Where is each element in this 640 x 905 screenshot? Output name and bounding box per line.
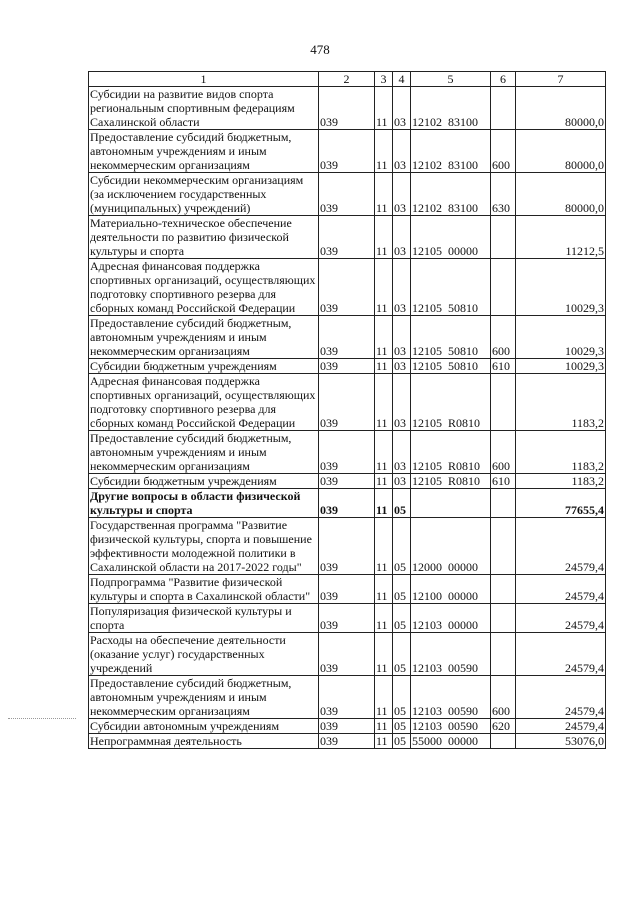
column-number: 1 bbox=[89, 72, 319, 87]
subsection-code-cell: 05 bbox=[393, 518, 411, 575]
ministry-code-cell: 039 bbox=[319, 489, 375, 518]
ministry-code-cell: 039 bbox=[319, 130, 375, 173]
section-code-cell: 11 bbox=[375, 87, 393, 130]
target-article-cell bbox=[411, 633, 491, 676]
expense-type-cell bbox=[491, 374, 516, 431]
program-code: 12105 bbox=[412, 301, 442, 315]
ministry-code-cell: 039 bbox=[319, 316, 375, 359]
row-name-cell: Субсидии автономным учреждениям bbox=[89, 719, 319, 734]
program-code: 12000 bbox=[412, 560, 442, 574]
section-code-cell: 11 bbox=[375, 489, 393, 518]
row-name-cell: Подпрограмма "Развитие физической культуры и спорта в Сахалинской области" bbox=[89, 575, 319, 604]
item-code: 83100 bbox=[448, 201, 478, 215]
amount-cell: 10029,3 bbox=[516, 316, 606, 359]
subsection-code-cell: 03 bbox=[393, 259, 411, 316]
program-code: 12105 bbox=[412, 474, 442, 488]
subsection-code-cell: 05 bbox=[393, 633, 411, 676]
section-code-cell: 11 bbox=[375, 216, 393, 259]
section-code-cell: 11 bbox=[375, 676, 393, 719]
program-code: 12103 bbox=[412, 661, 442, 675]
amount-cell: 11212,5 bbox=[516, 216, 606, 259]
table-row bbox=[89, 575, 606, 604]
row-name-cell: Популяризация физической культуры и спорта bbox=[89, 604, 319, 633]
table-row bbox=[89, 259, 606, 316]
expense-type-cell: 630 bbox=[491, 173, 516, 216]
item-code: 00590 bbox=[448, 719, 478, 733]
amount-cell: 10029,3 bbox=[516, 259, 606, 316]
subsection-code-cell: 05 bbox=[393, 575, 411, 604]
section-code-cell: 11 bbox=[375, 474, 393, 489]
subsection-code-cell: 03 bbox=[393, 216, 411, 259]
expense-type-cell: 610 bbox=[491, 474, 516, 489]
target-article-cell bbox=[411, 719, 491, 734]
program-code: 12105 bbox=[412, 344, 442, 358]
item-code: 00000 bbox=[448, 589, 478, 603]
program-code: 12102 bbox=[412, 158, 442, 172]
ministry-code-cell: 039 bbox=[319, 719, 375, 734]
table-row bbox=[89, 173, 606, 216]
target-article-cell bbox=[411, 87, 491, 130]
ministry-code-cell: 039 bbox=[319, 431, 375, 474]
subsection-code-cell: 05 bbox=[393, 489, 411, 518]
target-article-cell bbox=[411, 474, 491, 489]
row-name-cell: Субсидии бюджетным учреждениям bbox=[89, 474, 319, 489]
subsection-code-cell: 05 bbox=[393, 676, 411, 719]
expense-type-cell bbox=[491, 216, 516, 259]
amount-cell: 24579,4 bbox=[516, 575, 606, 604]
target-article-cell bbox=[411, 359, 491, 374]
item-code: 00000 bbox=[448, 618, 478, 632]
table-row bbox=[89, 604, 606, 633]
column-number-row bbox=[89, 72, 606, 87]
ministry-code-cell: 039 bbox=[319, 259, 375, 316]
section-code-cell: 11 bbox=[375, 604, 393, 633]
page-number: 478 bbox=[310, 42, 330, 57]
row-name-cell: Предоставление субсидий бюджетным, автономным учреждениям и иным некоммерческим организациям bbox=[89, 431, 319, 474]
expense-type-cell: 610 bbox=[491, 359, 516, 374]
row-name-cell: Другие вопросы в области физической культуры и спорта bbox=[89, 489, 319, 518]
amount-cell: 77655,4 bbox=[516, 489, 606, 518]
amount-cell: 24579,4 bbox=[516, 633, 606, 676]
expense-type-cell bbox=[491, 575, 516, 604]
program-code: 12105 bbox=[412, 359, 442, 373]
program-code: 12103 bbox=[412, 719, 442, 733]
amount-cell: 24579,4 bbox=[516, 604, 606, 633]
program-code: 12105 bbox=[412, 244, 442, 258]
table-body bbox=[89, 72, 606, 749]
column-number: 6 bbox=[491, 72, 516, 87]
ministry-code-cell: 039 bbox=[319, 173, 375, 216]
table-row bbox=[89, 734, 606, 749]
expense-type-cell bbox=[491, 489, 516, 518]
row-name-cell: Предоставление субсидий бюджетным, автономным учреждениям и иным некоммерческим организациям bbox=[89, 316, 319, 359]
amount-cell: 80000,0 bbox=[516, 87, 606, 130]
scan-smudge bbox=[8, 718, 76, 720]
table-row bbox=[89, 431, 606, 474]
item-code: R0810 bbox=[448, 459, 481, 473]
table-row bbox=[89, 489, 606, 518]
program-code: 12105 bbox=[412, 416, 442, 430]
target-article-cell bbox=[411, 216, 491, 259]
program-code: 12103 bbox=[412, 618, 442, 632]
subsection-code-cell: 03 bbox=[393, 431, 411, 474]
program-code: 12102 bbox=[412, 201, 442, 215]
ministry-code-cell: 039 bbox=[319, 575, 375, 604]
expense-type-cell bbox=[491, 734, 516, 749]
ministry-code-cell: 039 bbox=[319, 216, 375, 259]
row-name-cell: Субсидии бюджетным учреждениям bbox=[89, 359, 319, 374]
subsection-code-cell: 03 bbox=[393, 374, 411, 431]
expense-type-cell bbox=[491, 518, 516, 575]
table-row bbox=[89, 359, 606, 374]
target-article-cell bbox=[411, 259, 491, 316]
target-article-cell bbox=[411, 676, 491, 719]
section-code-cell: 11 bbox=[375, 518, 393, 575]
budget-table bbox=[88, 71, 606, 749]
item-code: 50810 bbox=[448, 301, 478, 315]
section-code-cell: 11 bbox=[375, 316, 393, 359]
item-code: 83100 bbox=[448, 158, 478, 172]
subsection-code-cell: 03 bbox=[393, 87, 411, 130]
subsection-code-cell: 05 bbox=[393, 604, 411, 633]
amount-cell: 24579,4 bbox=[516, 518, 606, 575]
program-code: 12103 bbox=[412, 704, 442, 718]
row-name-cell: Предоставление субсидий бюджетным, автономным учреждениям и иным некоммерческим организациям bbox=[89, 130, 319, 173]
target-article-cell bbox=[411, 604, 491, 633]
amount-cell: 1183,2 bbox=[516, 431, 606, 474]
amount-cell: 1183,2 bbox=[516, 474, 606, 489]
expense-type-cell bbox=[491, 259, 516, 316]
section-code-cell: 11 bbox=[375, 374, 393, 431]
ministry-code-cell: 039 bbox=[319, 633, 375, 676]
expense-type-cell bbox=[491, 633, 516, 676]
column-number: 2 bbox=[319, 72, 375, 87]
row-name-cell: Субсидии на развитие видов спорта региональным спортивным федерациям Сахалинской области bbox=[89, 87, 319, 130]
column-number: 3 bbox=[375, 72, 393, 87]
item-code: 00590 bbox=[448, 661, 478, 675]
subsection-code-cell: 03 bbox=[393, 173, 411, 216]
ministry-code-cell: 039 bbox=[319, 87, 375, 130]
expense-type-cell: 600 bbox=[491, 431, 516, 474]
section-code-cell: 11 bbox=[375, 575, 393, 604]
amount-cell: 24579,4 bbox=[516, 676, 606, 719]
program-code: 55000 bbox=[412, 734, 442, 748]
table-row bbox=[89, 316, 606, 359]
amount-cell: 53076,0 bbox=[516, 734, 606, 749]
table-row bbox=[89, 676, 606, 719]
row-name-cell: Расходы на обеспечение деятельности (оказание услуг) государственных учреждений bbox=[89, 633, 319, 676]
ministry-code-cell: 039 bbox=[319, 518, 375, 575]
table-row bbox=[89, 216, 606, 259]
ministry-code-cell: 039 bbox=[319, 359, 375, 374]
table-row bbox=[89, 633, 606, 676]
target-article-cell bbox=[411, 173, 491, 216]
ministry-code-cell: 039 bbox=[319, 734, 375, 749]
amount-cell: 80000,0 bbox=[516, 173, 606, 216]
target-article-cell bbox=[411, 431, 491, 474]
row-name-cell: Материально-техническое обеспечение деятельности по развитию физической культуры и спорта bbox=[89, 216, 319, 259]
program-code: 12105 bbox=[412, 459, 442, 473]
subsection-code-cell: 05 bbox=[393, 719, 411, 734]
item-code: R0810 bbox=[448, 474, 481, 488]
amount-cell: 80000,0 bbox=[516, 130, 606, 173]
target-article-cell bbox=[411, 130, 491, 173]
target-article-cell bbox=[411, 316, 491, 359]
target-article-cell bbox=[411, 734, 491, 749]
section-code-cell: 11 bbox=[375, 359, 393, 374]
section-code-cell: 11 bbox=[375, 633, 393, 676]
table-row bbox=[89, 87, 606, 130]
ministry-code-cell: 039 bbox=[319, 604, 375, 633]
row-name-cell: Государственная программа "Развитие физической культуры, спорта и повышение эффективности молодежной политики в Сахалинской области на 2017-2022 годы" bbox=[89, 518, 319, 575]
item-code: 00000 bbox=[448, 560, 478, 574]
program-code: 12102 bbox=[412, 115, 442, 129]
row-name-cell: Адресная финансовая поддержка спортивных организаций, осуществляющих подготовку спортивного резерва для сборных команд Российской Федерации bbox=[89, 374, 319, 431]
expense-type-cell: 600 bbox=[491, 676, 516, 719]
item-code: 00000 bbox=[448, 244, 478, 258]
item-code: 50810 bbox=[448, 359, 478, 373]
target-article-cell bbox=[411, 575, 491, 604]
amount-cell: 1183,2 bbox=[516, 374, 606, 431]
table-row bbox=[89, 719, 606, 734]
row-name-cell: Субсидии некоммерческим организациям (за исключением государственных (муниципальных) учреждений) bbox=[89, 173, 319, 216]
section-code-cell: 11 bbox=[375, 259, 393, 316]
target-article-cell bbox=[411, 489, 491, 518]
subsection-code-cell: 03 bbox=[393, 130, 411, 173]
column-number: 5 bbox=[411, 72, 491, 87]
subsection-code-cell: 03 bbox=[393, 359, 411, 374]
table-row bbox=[89, 518, 606, 575]
table-row bbox=[89, 130, 606, 173]
ministry-code-cell: 039 bbox=[319, 676, 375, 719]
expense-type-cell bbox=[491, 87, 516, 130]
section-code-cell: 11 bbox=[375, 173, 393, 216]
item-code: 00000 bbox=[448, 734, 478, 748]
item-code: 00590 bbox=[448, 704, 478, 718]
item-code: 83100 bbox=[448, 115, 478, 129]
target-article-cell bbox=[411, 374, 491, 431]
table-row bbox=[89, 374, 606, 431]
item-code: 50810 bbox=[448, 344, 478, 358]
subsection-code-cell: 03 bbox=[393, 474, 411, 489]
section-code-cell: 11 bbox=[375, 719, 393, 734]
expense-type-cell: 620 bbox=[491, 719, 516, 734]
row-name-cell: Предоставление субсидий бюджетным, автономным учреждениям и иным некоммерческим организациям bbox=[89, 676, 319, 719]
amount-cell: 10029,3 bbox=[516, 359, 606, 374]
section-code-cell: 11 bbox=[375, 130, 393, 173]
row-name-cell: Адресная финансовая поддержка спортивных организаций, осуществляющих подготовку спортивного резерва для сборных команд Российской Федерации bbox=[89, 259, 319, 316]
expense-type-cell: 600 bbox=[491, 130, 516, 173]
subsection-code-cell: 03 bbox=[393, 316, 411, 359]
ministry-code-cell: 039 bbox=[319, 374, 375, 431]
section-code-cell: 11 bbox=[375, 431, 393, 474]
subsection-code-cell: 05 bbox=[393, 734, 411, 749]
target-article-cell bbox=[411, 518, 491, 575]
amount-cell: 24579,4 bbox=[516, 719, 606, 734]
section-code-cell: 11 bbox=[375, 734, 393, 749]
column-number: 4 bbox=[393, 72, 411, 87]
row-name-cell: Непрограммная деятельность bbox=[89, 734, 319, 749]
expense-type-cell bbox=[491, 604, 516, 633]
table-row bbox=[89, 474, 606, 489]
ministry-code-cell: 039 bbox=[319, 474, 375, 489]
program-code: 12100 bbox=[412, 589, 442, 603]
item-code: R0810 bbox=[448, 416, 481, 430]
column-number: 7 bbox=[516, 72, 606, 87]
expense-type-cell: 600 bbox=[491, 316, 516, 359]
